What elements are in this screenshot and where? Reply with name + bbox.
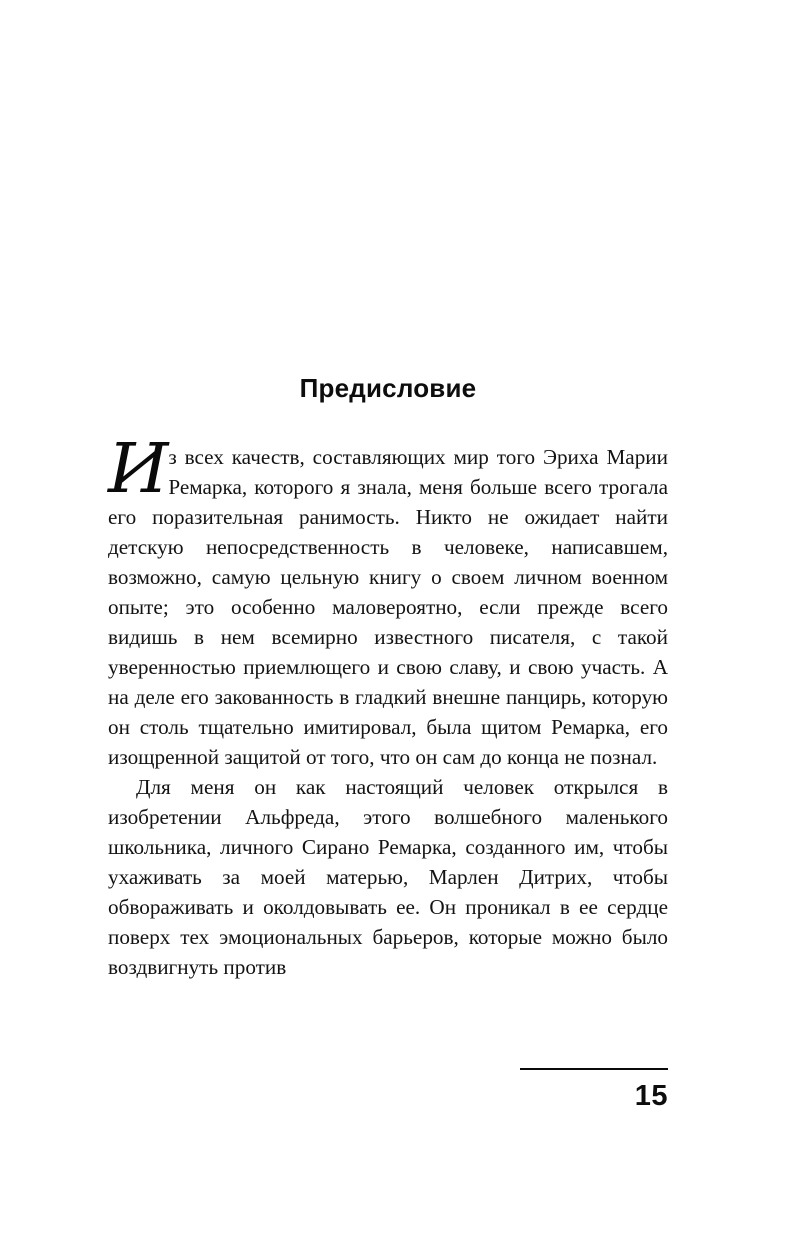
- page-number: 15: [634, 1080, 668, 1112]
- page-footer: [520, 1068, 668, 1113]
- paragraph-1-text: з всех качеств, составляющих мир того Эриха Марии Ремарка, которого я знала, меня больше всего трогала его поразительная ранимость. Никто не ожидает найти детскую непосредственность в человеке, написавшем, возможно, самую цельную книгу о своем личном военном опыте; это особенно маловероятно, если прежде всего видишь в нем всемирно известного писателя, с такой уверенностью приемлющего и свою славу, и свою участь. А на деле его закованность в гладкий внешне панцирь, которую он столь тщательно имитировал, была щитом Ремарка, его изощренной защитой от того, что он сам до конца не познал.: [108, 445, 668, 769]
- paragraph-1: [108, 430, 668, 772]
- text-column: [108, 372, 668, 982]
- drop-cap: И: [108, 430, 169, 509]
- footer-divider: [520, 1068, 668, 1070]
- page-title: Предисловие: [299, 373, 477, 403]
- paragraph-2: Для меня он как настоящий человек открылся в изобретении Альфреда, этого волшебного маленького школьника, личного Сирано Ремарка, созданного им, чтобы ухаживать за моей матерью, Марлен Дитрих, чтобы обвораживать и околдовывать ее. Он проникал в ее сердце поверх тех эмоциональных барьеров, которые можно было воздвигнуть против: [108, 775, 668, 979]
